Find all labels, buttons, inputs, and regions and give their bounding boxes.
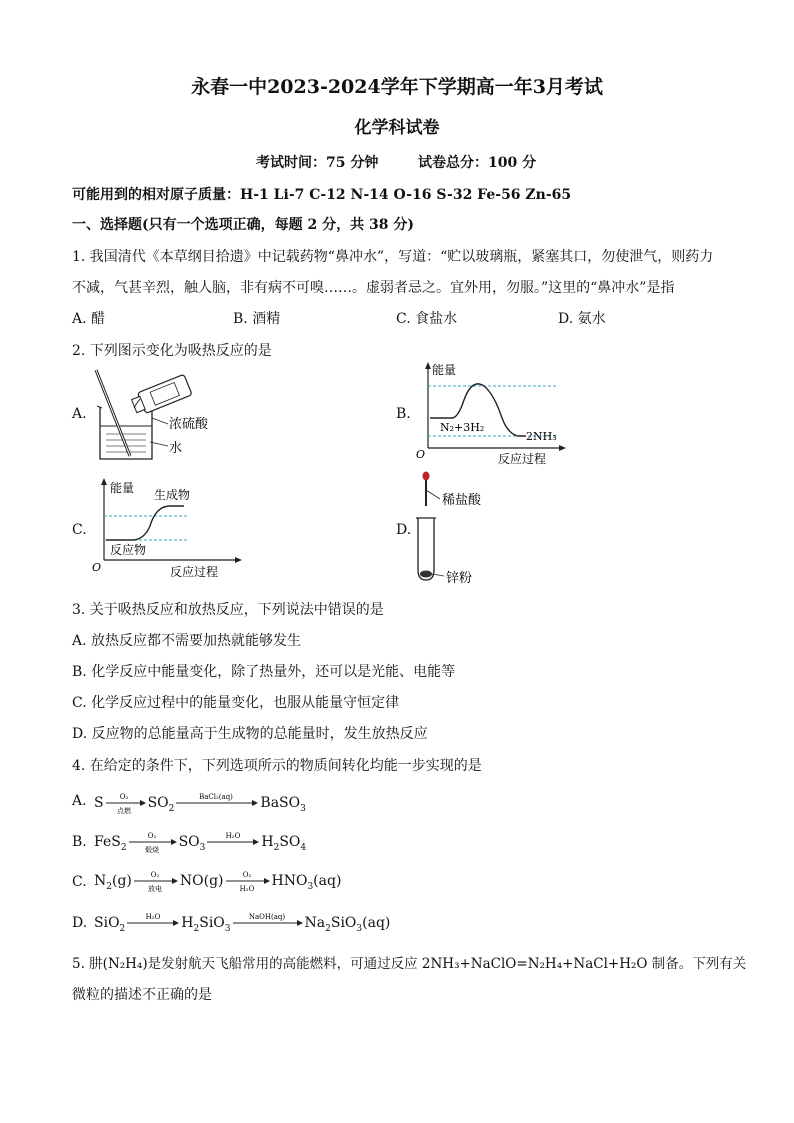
c-reactant: 反应物 (110, 543, 147, 557)
svg-text:O₂: O₂ (242, 871, 251, 879)
q3-option-d: D. 反应物的总能量高于生成物的总能量时，发生放热反应 (72, 726, 428, 742)
svg-text:NaOH(aq): NaOH(aq) (248, 913, 285, 921)
dropper-bulb-icon (423, 472, 430, 481)
q4-stem: 4. 在给定的条件下，下列选项所示的物质间转化均能一步实现的是 (72, 758, 482, 774)
q2-option-b-label: B. (396, 406, 411, 422)
q4-option-d-prefix: D. (72, 915, 88, 931)
q2-option-a-label: A. (72, 406, 87, 422)
svg-text:H₂O: H₂O (226, 832, 241, 840)
b-product: 2NH₃ (526, 430, 557, 443)
label-conc-sulfuric-acid: 浓硫酸 (169, 417, 209, 432)
q3-option-c: C. 化学反应过程中的能量变化，也服从能量守恒定律 (72, 695, 400, 711)
atomic-masses: 可能用到的相对原子质量：H-1 Li-7 C-12 N-14 O-16 S-32 Fe-56 Zn-65 (72, 187, 572, 203)
b-origin: O (416, 448, 426, 461)
q2-figure-c-energy-diagram (88, 476, 248, 584)
c-product: 生成物 (154, 488, 191, 502)
q2-figure-a-dilution (92, 364, 242, 464)
b-xlabel: 反应过程 (498, 452, 547, 466)
q4-option-c-prefix: C. (72, 874, 87, 890)
c-origin: O (92, 561, 102, 574)
q4-option-d-equation: SiO$_2$ H₂O $H_2SiO_3$ NaOH(aq) $Na_2SiO_3(aq)$ (94, 913, 391, 934)
q4-option-a-prefix: A. (72, 793, 87, 809)
b-ylabel: 能量 (432, 363, 457, 377)
q3-option-a: A. 放热反应都不需要加热就能够发生 (72, 633, 302, 649)
svg-text:H₂O: H₂O (145, 913, 161, 921)
svg-text:煅烧: 煅烧 (144, 846, 159, 854)
svg-text:H₂O: H₂O (239, 885, 254, 893)
q1-option-b: B. 酒精 (233, 311, 281, 327)
q2-option-d-label: D. (396, 522, 412, 538)
svg-text:BaCl₂(aq): BaCl₂(aq) (199, 793, 234, 801)
q5-line1: 5. 肼(N₂H₄)是发射航天飞船常用的高能燃料，可通过反应 2NH₃+NaClO=N₂H₄+NaCl+H₂O 制备。下列有关 (72, 956, 747, 972)
q1-option-d: D. 氨水 (558, 311, 606, 327)
q1-line1: 1. 我国清代《本草纲目拾遗》中记载药物“鼻冲水”，写道：“贮以玻璃瓶，紧塞其口，勿使泄气，则药力 (72, 249, 714, 265)
exam-time: 考试时间：75 分钟 (256, 155, 379, 171)
label-water: 水 (169, 441, 183, 456)
d-zinc-label: 锌粉 (446, 571, 473, 586)
q2-figure-d-test-tube (414, 470, 514, 588)
total-score: 试卷总分：100 分 (418, 155, 537, 171)
exam-title: 永春一中2023-2024学年下学期高一年3月考试 (191, 76, 603, 98)
q4-option-b-prefix: B. (72, 834, 87, 850)
q2-figure-b-energy-diagram (412, 360, 572, 468)
c-ylabel: 能量 (110, 481, 135, 495)
q1-line2: 不减，气甚辛烈，触人脑，非有病不可嗅……。虚弱者忌之。宜外用，勿服。”这里的“鼻冲水”是指 (72, 280, 675, 296)
c-xlabel: 反应过程 (170, 565, 219, 579)
svg-text:O₂: O₂ (119, 793, 128, 801)
svg-text:点燃: 点燃 (116, 807, 131, 815)
q3-stem: 3. 关于吸热反应和放热反应，下列说法中错误的是 (72, 602, 384, 618)
q4-option-c-equation: $N_2(g)$ O₂ 放电 NO(g) O₂ H₂O $HNO_3(aq)$ (94, 871, 342, 893)
svg-text:O₂: O₂ (150, 871, 160, 879)
svg-text:放电: 放电 (147, 885, 162, 893)
b-reactant: N₂+3H₂ (440, 421, 485, 434)
q4-option-a-equation: S O₂ 点燃 $SO_2$ BaCl₂(aq) BaSO$_3$ (94, 793, 306, 815)
q3-option-b: B. 化学反应中能量变化，除了热量外，还可以是光能、电能等 (72, 664, 456, 680)
subject-title: 化学科试卷 (354, 118, 440, 138)
d-acid-label: 稀盐酸 (442, 493, 482, 508)
q4-option-b-equation: FeS$_2$ O₂ 煅烧 $SO_3$ H₂O $H_2SO_4$ (94, 832, 307, 854)
q5-line2: 微粒的描述不正确的是 (72, 987, 212, 1003)
section-heading: 一、选择题(只有一个选项正确，每题 2 分，共 38 分) (72, 217, 414, 233)
q1-option-c: C. 食盐水 (396, 311, 458, 327)
q2-stem: 2. 下列图示变化为吸热反应的是 (72, 343, 272, 359)
svg-text:O₂: O₂ (147, 832, 156, 840)
q1-option-a: A. 醋 (72, 311, 106, 327)
q2-option-c-label: C. (72, 522, 87, 538)
beaker-icon (100, 407, 152, 459)
